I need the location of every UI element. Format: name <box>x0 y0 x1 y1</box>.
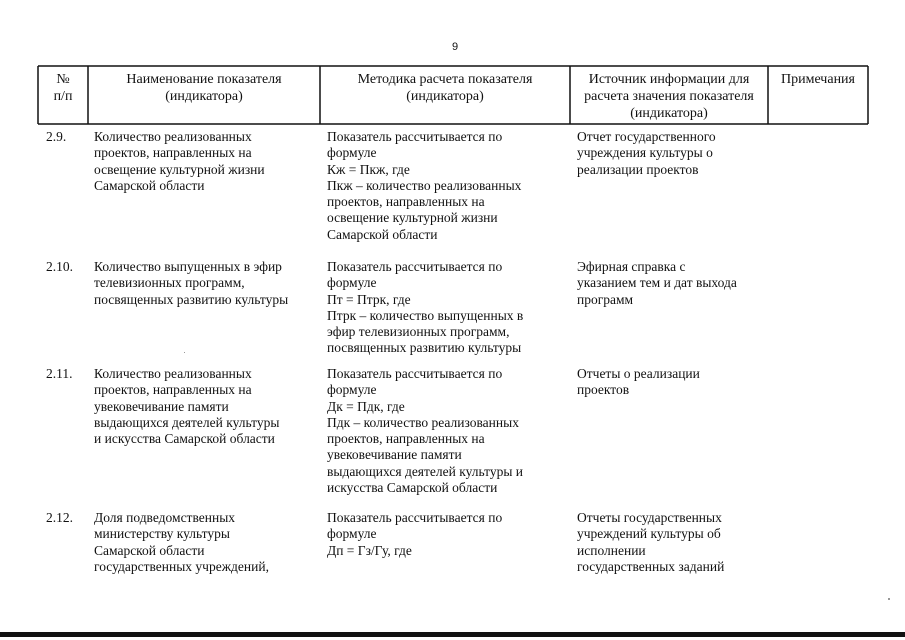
header-number-text: № п/п <box>53 72 73 104</box>
row-information-source: Отчеты государственных учреждений культуры об исполнении государственных заданий <box>577 510 725 574</box>
page-bottom-edge <box>0 632 905 637</box>
header-number <box>38 71 88 105</box>
header-method <box>320 71 570 105</box>
row-indicator-name: Количество реализованных проектов, направленных на освещение культурной жизни Самарской области <box>94 129 265 193</box>
row-calculation-method: Показатель рассчитывается по формуле Дп = Гз/Гу, где <box>327 510 503 558</box>
row-indicator-name: Количество реализованных проектов, направленных на увековечивание памяти выдающихся деятелей культуры и искусства Самарской области <box>94 366 280 447</box>
header-name-text: Наименование показателя (индикатора) <box>126 72 282 104</box>
row-information-source: Отчет государственного учреждения культуры о реализации проектов <box>577 129 716 177</box>
row-number: 2.12. <box>46 510 73 525</box>
header-source <box>570 71 768 122</box>
row-number: 2.9. <box>46 129 67 144</box>
header-source-text: Источник информации для расчета значения показателя (индикатора) <box>584 72 754 121</box>
header-notes-text: Примечания <box>780 72 855 87</box>
scan-speck <box>888 598 890 600</box>
row-calculation-method: Показатель рассчитывается по формуле Пт = Птрк, где Птрк – количество выпущенных в эфир телевизионных программ, посвященных развитию культуры <box>327 259 524 356</box>
header-name <box>88 71 320 105</box>
row-number: 2.11. <box>46 366 73 381</box>
row-calculation-method: Показатель рассчитывается по формуле Кж = Пкж, где Пкж – количество реализованных проектов, направленных на освещение культурной жизни Самарской области <box>327 129 522 242</box>
scan-speck <box>184 352 185 353</box>
row-information-source: Эфирная справка с указанием тем и дат выхода программ <box>577 259 737 307</box>
header-notes <box>768 71 868 88</box>
row-calculation-method: Показатель рассчитывается по формуле Дк = Пдк, где Пдк – количество реализованных проектов, направленных на увековечивание памяти выдающихся деятелей культуры и искусства Самарской области <box>327 366 524 496</box>
row-information-source: Отчеты о реализации проектов <box>577 366 700 398</box>
row-number: 2.10. <box>46 259 73 274</box>
page-number: 9 <box>451 41 459 53</box>
row-indicator-name: Количество выпущенных в эфир телевизионных программ, посвященных развитию культуры <box>94 259 289 307</box>
row-indicator-name: Доля подведомственных министерству культуры Самарской области государственных учреждений, <box>94 510 269 574</box>
header-method-text: Методика расчета показателя (индикатора) <box>357 72 533 104</box>
